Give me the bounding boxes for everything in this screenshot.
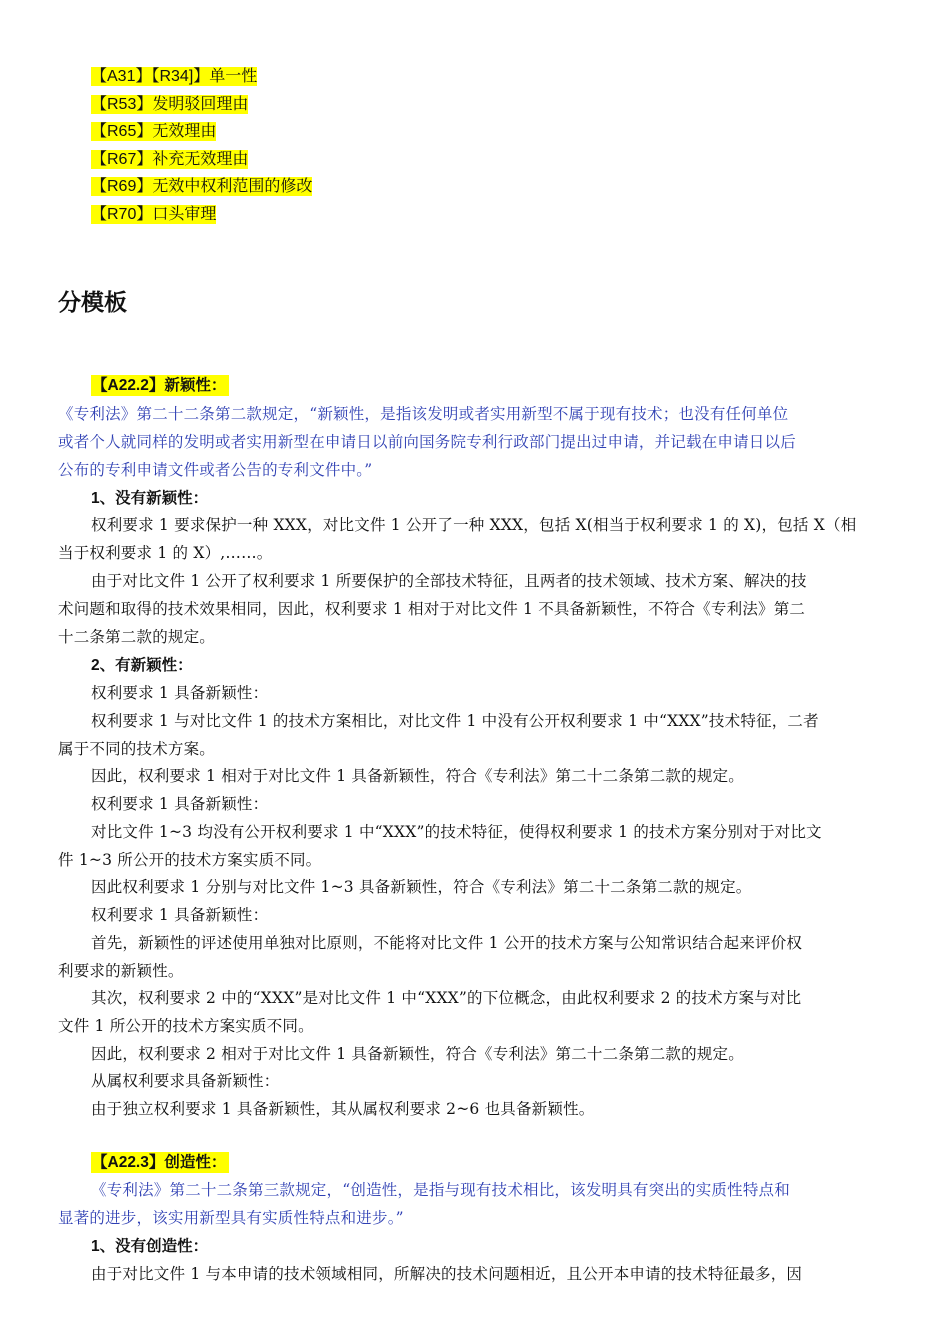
paragraph-line: 其次，权利要求 2 中的“XXX”是对比文件 1 中“XXX”的下位概念，由此权利要求 2 的技术方案与对比 — [91, 989, 802, 1007]
paragraph-line: 首先，新颖性的评述使用单独对比原则，不能将对比文件 1 公开的技术方案与公知常识结合起来评价权 — [91, 934, 803, 952]
toc-item: 【A31】【R34]】单一性 — [91, 68, 258, 85]
paragraph-line: 权利要求 1 与对比文件 1 的技术方案相比，对比文件 1 中没有公开权利要求 1 中“XXX”技术特征，二者 — [91, 712, 819, 730]
paragraph-line: 十二条第二款的规定。 — [58, 628, 216, 646]
paragraph-line: 件 1~3 所公开的技术方案实质不同。 — [58, 851, 322, 869]
toc-item: 【R70】口头审理 — [91, 205, 217, 223]
toc-item: 【R69】无效中权利范围的修改 — [91, 178, 313, 196]
paragraph-line: 因此，权利要求 1 相对于对比文件 1 具备新颖性，符合《专利法》第二十二条第二款的规定。 — [91, 767, 744, 785]
paragraph-line: 权利要求 1 具备新颖性： — [91, 906, 269, 924]
paragraph-line: 利要求的新颖性。 — [58, 962, 184, 980]
section-title-a22-3: 【A22.3】创造性： — [91, 1150, 229, 1172]
paragraph-line: 术问题和取得的技术效果相同，因此，权利要求 1 相对于对比文件 1 不具备新颖性，不符合《专利法》第二 — [58, 600, 806, 618]
paragraph-line: 从属权利要求具备新颖性： — [91, 1072, 280, 1090]
paragraph-line: 由于对比文件 1 与本申请的技术领域相同，所解决的技术问题相近，且公开本申请的技术特征最多，因 — [91, 1265, 803, 1283]
toc-item: 【R67】补充无效理由 — [91, 150, 249, 168]
subheading-has-novelty: 2、有新颖性： — [91, 657, 193, 674]
paragraph-line: 权利要求 1 具备新颖性： — [91, 684, 269, 702]
law-text-line: 《专利法》第二十二条第二款规定，“新颖性，是指该发明或者实用新型不属于现有技术；也没有任何单位 — [58, 405, 789, 423]
paragraph-line: 由于对比文件 1 公开了权利要求 1 所要保护的全部技术特征，且两者的技术领域、技术方案、解决的技 — [91, 572, 807, 590]
paragraph-line: 权利要求 1 要求保护一种 XXX，对比文件 1 公开了一种 XXX，包括 X(相当于权利要求 1 的 X)，包括 X（相 — [91, 516, 857, 534]
toc-list — [91, 62, 312, 228]
law-text-line: 《专利法》第二十二条第三款规定，“创造性，是指与现有技术相比，该发明具有突出的实质性特点和 — [91, 1181, 790, 1199]
law-text-line: 或者个人就同样的发明或者实用新型在申请日以前向国务院专利行政部门提出过申请，并记载在申请日以后 — [58, 433, 796, 451]
paragraph-line: 属于不同的技术方案。 — [58, 740, 216, 758]
paragraph-line: 当于权利要求 1 的 X）,……。 — [58, 544, 273, 562]
paragraph-line: 由于独立权利要求 1 具备新颖性，其从属权利要求 2~6 也具备新颖性。 — [91, 1100, 595, 1118]
paragraph-line: 对比文件 1~3 均没有公开权利要求 1 中“XXX”的技术特征，使得权利要求 1 的技术方案分别对于对比文 — [91, 823, 822, 841]
paragraph-line: 权利要求 1 具备新颖性： — [91, 795, 269, 813]
law-text-line: 公布的专利申请文件或者公告的专利文件中。” — [58, 461, 373, 479]
subheading-no-novelty: 1、没有新颖性： — [91, 490, 209, 507]
paragraph-line: 文件 1 所公开的技术方案实质不同。 — [58, 1017, 314, 1035]
subheading-no-creativity: 1、没有创造性： — [91, 1238, 209, 1255]
toc-item: 【R65】无效理由 — [91, 123, 217, 141]
paragraph-line: 因此，权利要求 2 相对于对比文件 1 具备新颖性，符合《专利法》第二十二条第二款的规定。 — [91, 1045, 744, 1063]
toc-item: 【R53】发明驳回理由 — [91, 95, 249, 113]
law-text-line: 显著的进步，该实用新型具有实质性特点和进步。” — [58, 1209, 404, 1227]
section-title-a22-2: 【A22.2】新颖性： — [91, 373, 229, 395]
section-heading: 分模板 — [58, 290, 127, 316]
paragraph-line: 因此权利要求 1 分别与对比文件 1~3 具备新颖性，符合《专利法》第二十二条第二款的规定。 — [91, 878, 752, 896]
